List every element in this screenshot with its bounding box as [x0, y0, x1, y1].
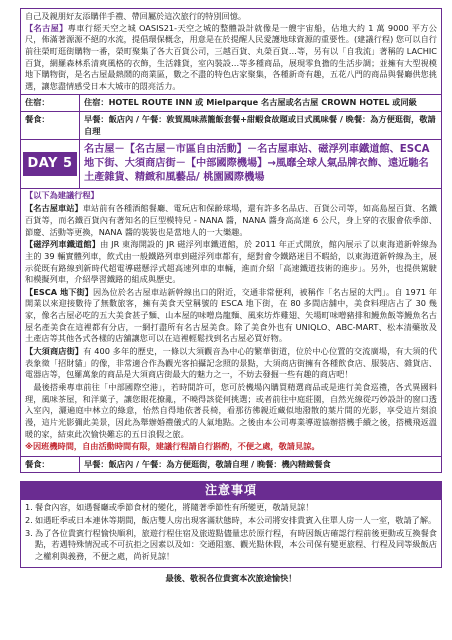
notice-list [20, 500, 442, 567]
time-limit-note: ※因班機時間，自由活動時間有限，建議行程請自行斟酌，不便之處，敬請見諒。 [25, 441, 320, 452]
notice-number: 1. [25, 502, 33, 513]
paragraph-text: 由 JR 東海開設的 JR 磁浮列車鐵道館，於 2011 年正式開放，館內展示了以東海道新幹線為主的 39 輛實體列車，飲式由一般鐵路列車到磁浮列車都有，絕對會令鐵路迷目不暇給，以東海道新幹線為主，展示從既有路線到新時代超電導磁懸浮式超高速列車的車輛，進而介紹「高速鐵道技術的進步」。另外，也提供駕駛和模擬列車，介紹學習鐵路的組成與歷史。 [25, 239, 437, 285]
meals-label: 餐食： [25, 458, 50, 469]
closing-message: 最後、敬祝各位貴賓本次旅途愉快！ [165, 572, 297, 583]
paragraph-head: 【ESCA 地下街】 [25, 286, 94, 297]
day5-badge: DAY 5 [23, 152, 76, 176]
nagoya-highlight: 【名古屋】 [25, 22, 68, 33]
paragraph-head: 【名古屋車站】 [25, 203, 83, 214]
notice-title: 注意事項 [20, 481, 442, 500]
paragraph-maglev-museum [25, 239, 437, 286]
meals-value: 早餐：飯店內 / 午餐：敦賀風味蒸籠飯套餐+甜蝦食故題或日式風味餐 / 晚餐：為方便逛街，敬請自理 [79, 112, 441, 139]
paragraph-esca [25, 287, 437, 345]
paragraph-osu-street [25, 346, 437, 381]
day5-header [21, 139, 441, 187]
paragraph-text: 車站前有各種酒館餐廳、電玩店和保齡球場，還有許多名品店、百貨公司等，如高島屋百貨、名鐵百貨等，而名鐵百貨內有著知名的巨型模特兒 - NANA 醬，NANA 醬身高高達 6 公尺，身上穿的衣服會依季節、節慶、活動等更換，NANA 醬的裝裝也是當地人的一大樂趣。 [25, 203, 437, 237]
notice-item [25, 502, 437, 514]
notice-text: 為了各位貴賓行程愉快順利，旅遊行程住宿及旅遊點儘量忠於原行程，有時因飯店確認行程前後更動或互換餐食點，若遇特殊情況或不可抗拒之因素以及如：交通阻塞、觀光點休假，本公司保有變更旅程、行程及同等級飯店之權利與義務，不便之處，尚祈見諒！ [35, 527, 437, 562]
meals-row-day5 [21, 456, 441, 473]
itinerary-page [20, 8, 442, 584]
paragraph-text: 最後搭乘專車前往「中部國際空港」，若時間許可，您可於機場內購買精選商品或是進行美食巡禮，各式異國料理，風味茶屋，和洋菓子，讓您眼花撩亂，不曉得該從何挑選；或者前往中庭莊園，自然光線從巧妙設計的窗口透入室內，灑遍庭中林立的綠意，怡然自得地依著長椅，看那彷彿親近藏似地潑散的葉片間的光影，享受這片刻浪漫，這片光影彌此美景，因此為舉辦婚禮儀式的人氣地點。之後由本公司專業導遊協辦搭機手續之後，搭機飛返溫暖的家，結束此次愉快難忘的五日浪假之旅。 [25, 381, 437, 439]
meals-row-day4 [21, 111, 441, 139]
paragraph-nagoya-station [25, 203, 437, 238]
notice-item [25, 515, 437, 527]
itinerary-table [20, 8, 442, 473]
day5-title: 名古屋－【名古屋－市區自由活動】－名古屋車站、磁浮列車鐵道館、ESCA 地下街、大須商店街－【中部國際機場】→風靡全球人氣品牌衣飾、遠近馳名土產雜貨、精緻和風藝品/ 桃園國際機場 [79, 140, 441, 187]
intro-text-lead: 自己及親朋好友添購伴手禮、帶回屬於這次旅行的特別回憶。 [25, 11, 247, 21]
meals-value: 早餐：飯店內 / 午餐：為方便逛街，敬請自理 / 晚餐：機內精緻餐食 [79, 457, 441, 473]
intro-text-body: 專車行經天空之城 OASIS21-天空之城的整體設計就像是一艘宇宙船，佔地大約 1 萬 9000 平方公尺，佈滿著源源不絕的水流，提倡環保概念，用意是在於提醒人民愛護地球資源的重要性。(建議行程) 您可以自行前往榮町逛街購物一番，榮町聚集了各大百貨公司，三越百貨、丸榮百貨…等，另有以「自我流」著稱的 LACHIC 百貨，網羅森林系清爽風格的衣飾，生活雜貨，室內裝設…等多種商品，展現零負擔的生活步調；並擁有大型視模地下購物街，是名古屋最熱鬧的商業區，數之不盡的特色店家聚集，各種新奇有趣，五花八門的商品與餐廳供您挑選，讓您盡情感受日本大城市的悶亮活力。 [25, 22, 437, 91]
day5-body [21, 202, 441, 455]
paragraph-head: 【大須商店街】 [25, 346, 84, 357]
hotel-value: 住宿：HOTEL ROUTE INN 或 Mielparque 名古屋或名古屋 CROWN HOTEL 或同級 [79, 95, 441, 111]
paragraph-head: 【磁浮列車鐵道館】 [25, 239, 101, 250]
notice-item [25, 528, 437, 563]
notice-text: 餐食內容，如遇餐廳或季節食材的變化，將隨著季節性有所變更，敬請見諒！ [35, 502, 314, 513]
notice-text: 如遇旺季或日本連休等期間，飯店雙人房出現客滿狀態時，本公司將安排貴賓入住單人房一人一室，敬請了解。 [35, 515, 437, 526]
recommended-label: 【以下為建議行程】 [21, 188, 441, 203]
paragraph-text: 因為位於名古屋車站新幹線出口的附近，交通非常便利，被稱作「名古屋的大門」。自 1971 年開業以來迎接數待了無數旅客，擁有美食天堂稱號的 ESCA 地下街，在 80 多間店舖中，美食料理店占了 30 幾家，像名古屋必吃的五大美食甚子麵、山本屋的味噌烏龍麵、風來坊炸雞翅、矢場町味噌豬排和鰻魚飯等鰻魚名古屋名產美食在這裡都有分店，一網打盡所有名古屋美食。除了美食外也有 UNIQLO、ABC-MART、松本清藥妝及土產店等其他各式各樣的店舖讓您可以在這裡輕鬆找到名古屋必買好物。 [25, 286, 437, 344]
notice-number: 2. [25, 515, 33, 526]
hotel-row [21, 94, 441, 111]
meals-label: 餐食： [25, 114, 50, 125]
notice-number: 3. [25, 527, 33, 538]
paragraph-airport [25, 382, 437, 440]
intro-paragraph [25, 11, 437, 92]
paragraph-text: 有 400 多年的歷史，一條以大須觀音為中心的繁華街道，位於中心位置的交流廣場，有大須的代表象徵「招財貓」的像，非常適合作為觀光客拍攝記念照的景點，大須商店街擁有各種飲食店、服裝店、雜貨店、電器店等，包羅萬象的商品是大須商店街最大的魅力之一，不妨去發掘一些有趣的商店吧！ [25, 346, 437, 380]
hotel-label: 住宿： [25, 97, 50, 108]
day5-badge-cell [21, 140, 79, 187]
intro-section [21, 9, 441, 94]
